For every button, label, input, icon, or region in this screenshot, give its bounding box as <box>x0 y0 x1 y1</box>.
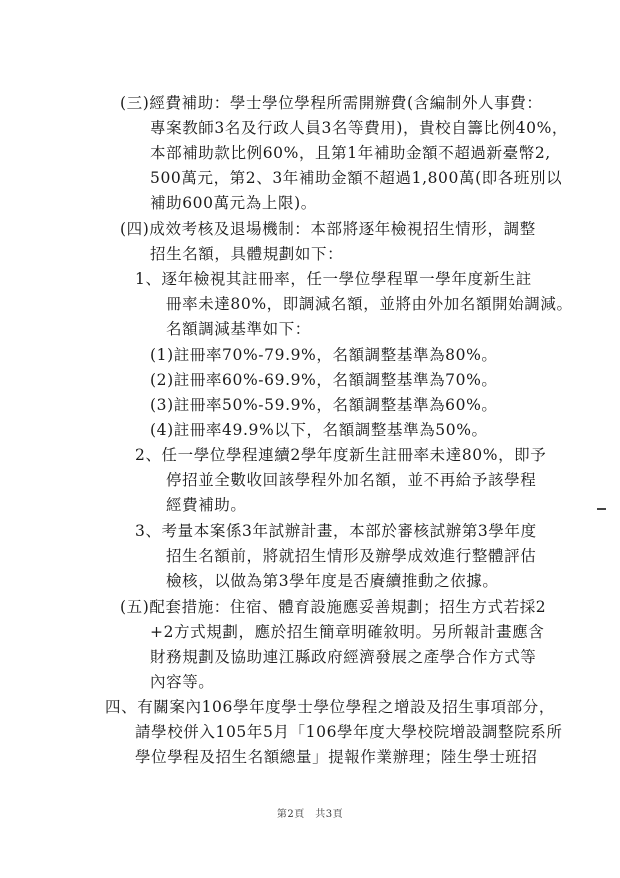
text-line: 請學校併入105年5月「106學年度大學校院增設調整院系所 <box>135 723 563 741</box>
text-line: 招生名額前，將就招生情形及辦學成效進行整體評估 <box>166 547 537 565</box>
text-line: 財務規劃及協助連江縣政府經濟發展之產學合作方式等 <box>150 648 537 666</box>
text-line: 500萬元，第2、3年補助金額不超過1,800萬(即各班別以 <box>150 169 563 187</box>
text-line: 3、考量本案係3年試辦計畫，本部於審核試辦第3學年度 <box>135 522 537 540</box>
text-line: (1)註冊率70%-79.9%，名額調整基準為80%。 <box>150 346 498 364</box>
text-line: 學位學程及招生名額總量」提報作業辦理；陸生學士班招 <box>135 748 538 766</box>
text-line: (五)配套措施：住宿、體育設施應妥善規劃；招生方式若採2 <box>120 598 547 616</box>
text-line: 專案教師3名及行政人員3名等費用)，貴校自籌比例40%， <box>150 119 569 137</box>
text-line: 冊率未達80%，即調減名額，並將由外加名額開始調減。 <box>166 295 573 313</box>
text-line: 招生名額，具體規劃如下： <box>150 245 344 263</box>
text-line: 2、任一學位學程連續2學年度新生註冊率未達80%，即予 <box>135 446 547 464</box>
text-line: (2)註冊率60%-69.9%，名額調整基準為70%。 <box>150 371 498 389</box>
margin-mark <box>597 508 606 510</box>
text-line: 經費補助。 <box>166 496 247 514</box>
text-line: 四、有關案內106學年度學士學位學程之增設及招生事項部分， <box>105 698 555 716</box>
text-line: (四)成效考核及退場機制：本部將逐年檢視招生情形，調整 <box>120 220 536 238</box>
text-line: 1、逐年檢視其註冊率，任一學位學程單一學年度新生註 <box>135 270 532 288</box>
text-line: 補助600萬元為上限)。 <box>150 194 317 212</box>
text-line: (3)註冊率50%-59.9%，名額調整基準為60%。 <box>150 396 498 414</box>
text-line: (三)經費補助：學士學位學程所需開辦費(含編制外人事費： <box>120 94 543 112</box>
text-line: +2方式規劃，應於招生簡章明確敘明。另所報計畫應含 <box>150 623 545 641</box>
text-line: 本部補助款比例60%，且第1年補助金額不超過新臺幣2, <box>150 144 551 162</box>
text-line: 檢核，以做為第3學年度是否賡續推動之依據。 <box>166 572 499 590</box>
text-line: 名額調減基準如下： <box>166 320 311 338</box>
text-line: 停招並全數收回該學程外加名額，並不再給予該學程 <box>166 471 537 489</box>
text-line: (4)註冊率49.9%以下，名額調整基準為50%。 <box>150 421 488 439</box>
text-line: 內容等。 <box>150 673 215 691</box>
page-footer: 第2頁 共3頁 <box>276 809 344 820</box>
